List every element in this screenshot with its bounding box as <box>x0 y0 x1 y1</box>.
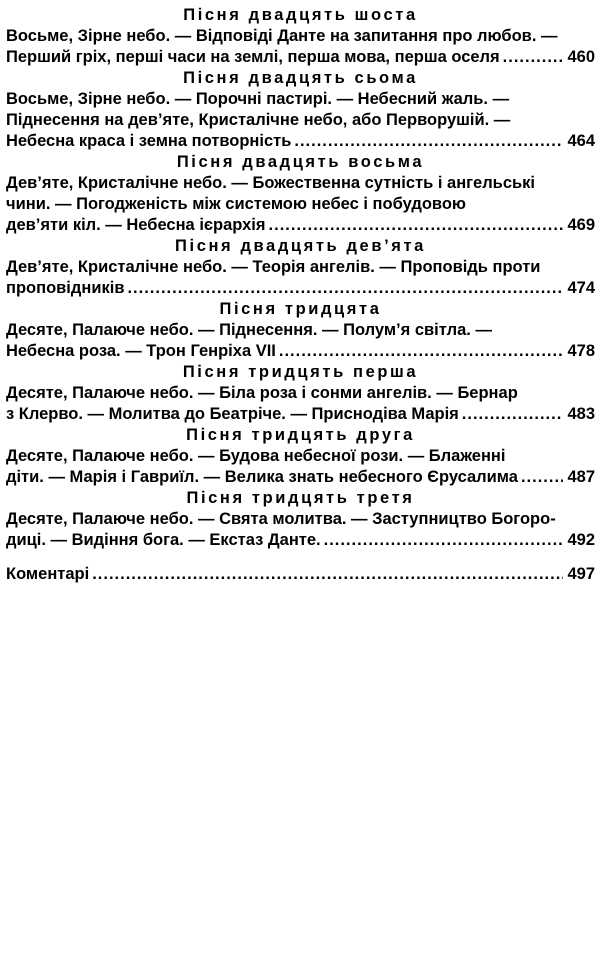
comments-page-number: 497 <box>567 565 595 583</box>
canto-description-line: діти. — Марія і Гавриїл. — Велика знать небесного Єрусалима <box>6 468 518 486</box>
canto-entry[interactable] <box>6 68 595 152</box>
canto-entry[interactable] <box>6 425 595 488</box>
table-of-contents <box>6 5 595 585</box>
canto-description-line: Піднесення на дев’яте, Кристалічне небо, або Перворушій. — <box>6 111 511 129</box>
canto-heading: Пісня тридцять перша <box>182 363 419 381</box>
dot-leader <box>521 467 564 488</box>
canto-description-line: проповідників <box>6 279 125 297</box>
canto-heading: Пісня тридцята <box>219 300 382 318</box>
entry-last-line <box>6 131 595 152</box>
dot-leader <box>503 47 564 68</box>
page-number: 483 <box>567 405 595 423</box>
comments-entry[interactable] <box>6 564 595 585</box>
canto-entry[interactable] <box>6 236 595 299</box>
canto-description-line: Восьме, Зірне небо. — Порочні пастирі. — Небесний жаль. — <box>6 90 510 108</box>
canto-description-line: чини. — Погодженість між системою небес і побудовою <box>6 195 466 213</box>
dot-leader <box>92 564 563 585</box>
canto-description-line: Десяте, Палаюче небо. — Піднесення. — Полум’я світла. — <box>6 321 492 339</box>
canto-description-line: Небесна краса і земна потворність <box>6 132 292 150</box>
canto-description-line: Дев’яте, Кристалічне небо. — Теорія ангелів. — Проповідь проти <box>6 258 541 276</box>
entry-last-line <box>6 215 595 236</box>
canto-description-line: диці. — Видіння бога. — Екстаз Данте. <box>6 531 321 549</box>
page-number: 487 <box>567 468 595 486</box>
comments-label: Коментарі <box>6 565 90 583</box>
canto-description-line: Десяте, Палаюче небо. — Свята молитва. — Заступництво Богоро- <box>6 510 556 528</box>
canto-description-line: Дев’яте, Кристалічне небо. — Божественна сутність і ангельські <box>6 174 535 192</box>
canto-heading: Пісня тридцять друга <box>186 426 415 444</box>
page-number: 492 <box>567 531 595 549</box>
dot-leader <box>269 215 564 236</box>
canto-description-line: Небесна роза. — Трон Генріха VII <box>6 342 276 360</box>
dot-leader <box>127 278 563 299</box>
canto-description-line: Восьме, Зірне небо. — Відповіді Данте на запитання про любов. — <box>6 27 558 45</box>
canto-entry[interactable] <box>6 5 595 68</box>
entry-last-line <box>6 341 595 362</box>
page-number: 474 <box>567 279 595 297</box>
canto-heading: Пісня двадцять шоста <box>183 6 418 24</box>
entry-last-line <box>6 564 595 585</box>
dot-leader <box>462 404 564 425</box>
dot-leader <box>294 131 563 152</box>
dot-leader <box>324 530 564 551</box>
entry-last-line <box>6 404 595 425</box>
canto-heading: Пісня тридцять третя <box>186 489 415 507</box>
canto-entry[interactable] <box>6 488 595 551</box>
canto-list <box>6 5 595 551</box>
page-number: 478 <box>567 342 595 360</box>
canto-description-line: Десяте, Палаюче небо. — Будова небесної рози. — Блаженні <box>6 447 506 465</box>
entry-last-line <box>6 47 595 68</box>
canto-heading: Пісня двадцять восьма <box>176 153 425 171</box>
page-number: 464 <box>567 132 595 150</box>
canto-entry[interactable] <box>6 362 595 425</box>
canto-entry[interactable] <box>6 152 595 236</box>
page-number: 460 <box>567 48 595 66</box>
canto-description-line: з Клерво. — Молитва до Беатріче. — Приснодіва Марія <box>6 405 459 423</box>
entry-last-line <box>6 530 595 551</box>
canto-description-line: Десяте, Палаюче небо. — Біла роза і сонми ангелів. — Бернар <box>6 384 518 402</box>
canto-heading: Пісня двадцять дев’ята <box>175 237 426 255</box>
canto-heading: Пісня двадцять сьома <box>183 69 418 87</box>
canto-entry[interactable] <box>6 299 595 362</box>
entry-last-line <box>6 278 595 299</box>
dot-leader <box>279 341 564 362</box>
page-number: 469 <box>567 216 595 234</box>
canto-description-line: дев’яти кіл. — Небесна ієрархія <box>6 216 266 234</box>
canto-description-line: Перший гріх, перші часи на землі, перша мова, перша оселя <box>6 48 500 66</box>
entry-last-line <box>6 467 595 488</box>
